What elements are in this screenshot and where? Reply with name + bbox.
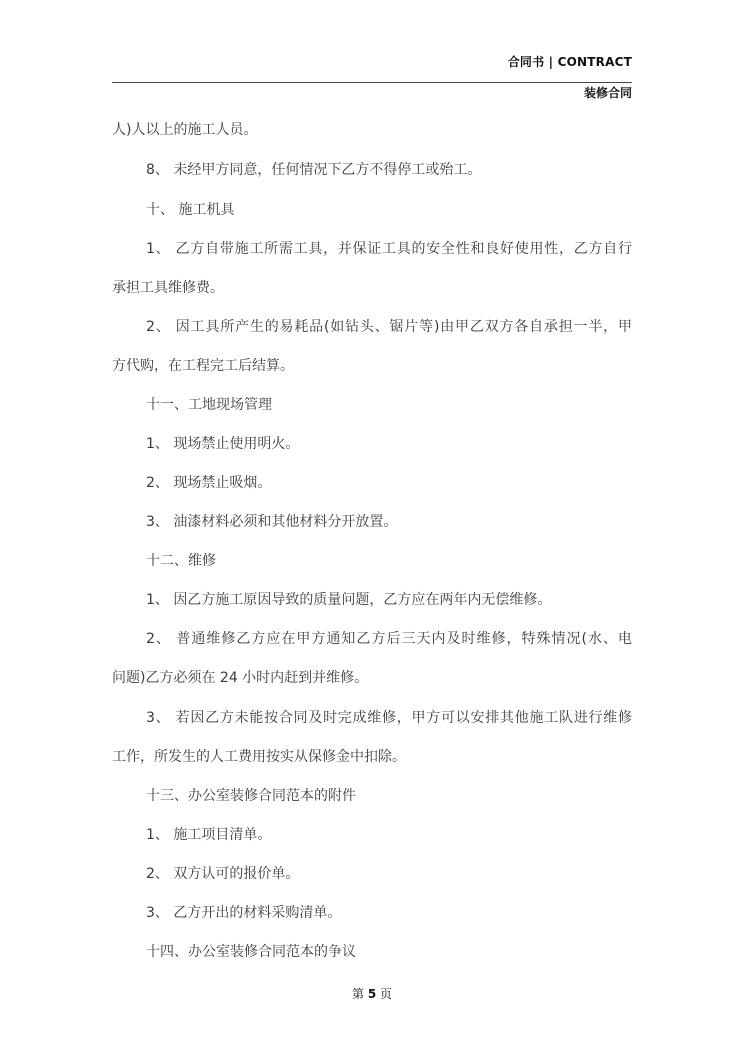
paragraph-line: 3、 油漆材料必须和其他材料分开放置。 — [146, 514, 398, 530]
section-heading: 十、 施工机具 — [146, 202, 235, 218]
paragraph-line: 3、 乙方开出的材料采购清单。 — [146, 905, 342, 921]
paragraph-line: 1、 现场禁止使用明火。 — [146, 436, 300, 452]
page-number: 5 — [367, 987, 377, 1001]
paragraph-line: 2、 因工具所产生的易耗品(如钻头、锯片等)由甲乙双方各自承担一半，甲 — [146, 319, 632, 335]
paragraph-line: 1、 施工项目清单。 — [146, 827, 272, 843]
paragraph-line: 问题)乙方必须在 24 小时内赶到并维修。 — [112, 670, 369, 686]
paragraph-line: 2、 现场禁止吸烟。 — [146, 475, 272, 491]
paragraph-line: 8、 未经甲方同意，任何情况下乙方不得停工或殆工。 — [146, 162, 482, 178]
page-footer — [0, 985, 744, 1002]
paragraph-line: 2、 普通维修乙方应在甲方通知乙方后三天内及时维修，特殊情况(水、电 — [146, 631, 632, 647]
footer-prefix: 第 — [351, 987, 364, 1001]
section-heading: 十二、维修 — [146, 553, 216, 569]
footer-suffix: 页 — [380, 987, 393, 1001]
paragraph-line: 1、 乙方自带施工所需工具，并保证工具的安全性和良好使用性，乙方自行 — [146, 241, 632, 257]
paragraph-line: 工作，所发生的人工费用按实从保修金中扣除。 — [112, 749, 406, 765]
paragraph-line: 1、 因乙方施工原因导致的质量问题，乙方应在两年内无偿维修。 — [146, 592, 552, 608]
paragraph-line: 2、 双方认可的报价单。 — [146, 866, 300, 882]
header-subtitle: 装修合同 — [583, 86, 632, 100]
paragraph-line: 承担工具维修费。 — [112, 280, 224, 296]
section-heading: 十四、办公室装修合同范本的争议 — [146, 944, 356, 960]
paragraph-line: 人)人以上的施工人员。 — [112, 122, 258, 138]
header-title: 合同书 | CONTRACT — [507, 55, 632, 69]
paragraph-line: 方代购，在工程完工后结算。 — [112, 358, 294, 374]
header-divider — [112, 82, 632, 83]
paragraph-line: 3、 若因乙方未能按合同及时完成维修，甲方可以安排其他施工队进行维修 — [146, 710, 632, 726]
section-heading: 十一、工地现场管理 — [146, 397, 272, 413]
section-heading: 十三、办公室装修合同范本的附件 — [146, 788, 356, 804]
